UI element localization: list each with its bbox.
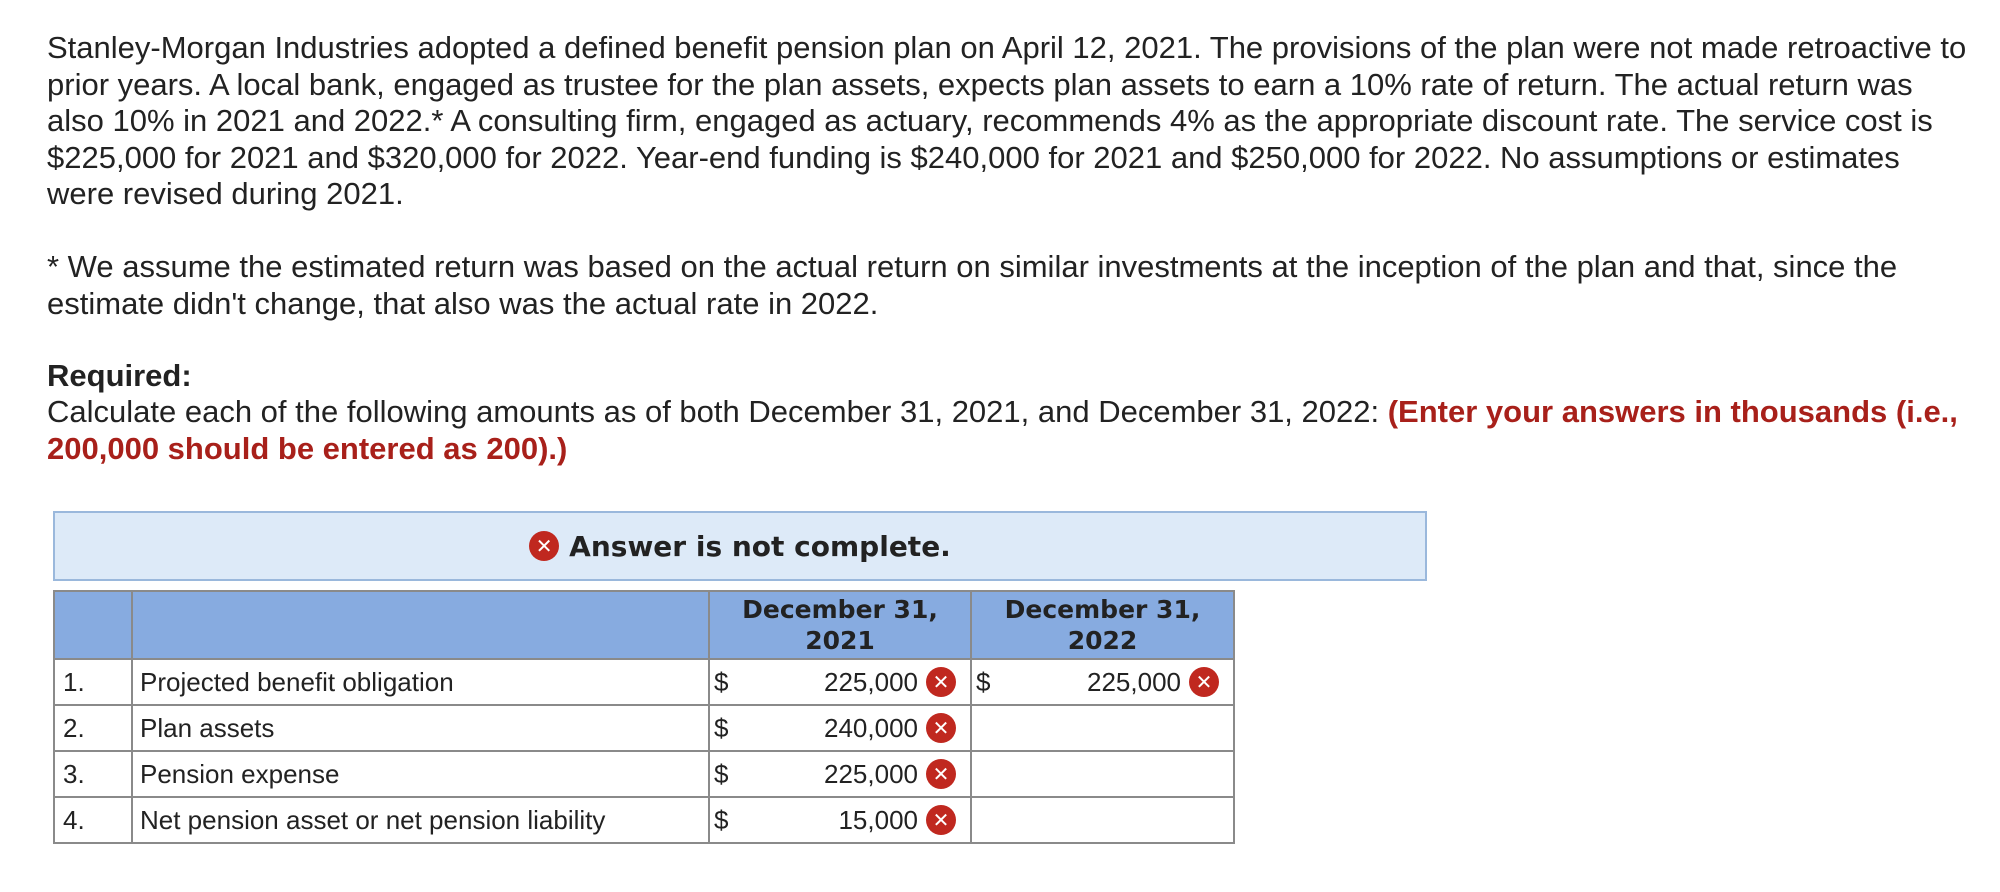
answer-cell-2022[interactable] <box>971 705 1234 751</box>
required-heading: Required: <box>47 358 192 393</box>
answer-cell-2021[interactable] <box>709 705 971 751</box>
header-blank <box>132 591 709 659</box>
answer-input-value[interactable]: 225,000 <box>824 667 918 697</box>
answer-status-text: Answer is not complete. <box>569 529 951 563</box>
row-number: 4. <box>54 797 132 843</box>
answer-cell-2021[interactable] <box>709 751 971 797</box>
row-label: Plan assets <box>132 705 709 751</box>
dollar-sign: $ <box>714 667 729 697</box>
answer-input-value[interactable]: 225,000 <box>1087 667 1181 697</box>
table-header-row <box>54 591 1234 659</box>
required-instruction: (Enter your answers in thousands (i.e., 200,000 should be entered as 200).) <box>47 394 1958 466</box>
incorrect-icon: ✕ <box>926 759 956 789</box>
row-number: 3. <box>54 751 132 797</box>
answer-cell-2022[interactable] <box>971 797 1234 843</box>
dollar-sign: $ <box>976 667 991 697</box>
answer-table <box>53 590 1235 844</box>
required-text <box>47 394 1967 467</box>
row-number: 1. <box>54 659 132 705</box>
incorrect-icon: ✕ <box>926 713 956 743</box>
dollar-sign: $ <box>714 759 729 789</box>
incorrect-icon: ✕ <box>926 805 956 835</box>
x-circle-icon: ✕ <box>529 531 559 561</box>
answer-input-value[interactable]: 15,000 <box>838 805 918 835</box>
table-row <box>54 751 1234 797</box>
row-label: Pension expense <box>132 751 709 797</box>
answer-input-value[interactable]: 240,000 <box>824 713 918 743</box>
answer-cell-2021[interactable] <box>709 797 971 843</box>
dollar-sign: $ <box>714 713 729 743</box>
table-row <box>54 705 1234 751</box>
table-row <box>54 797 1234 843</box>
header-dec-2021: December 31, 2021 <box>709 591 971 659</box>
footnote: * We assume the estimated return was based on the actual return on similar investments at the inception of the plan and that, since the estimate didn't change, that also was the actual rate in 2022. <box>47 249 1898 321</box>
header-blank <box>54 591 132 659</box>
row-label: Projected benefit obligation <box>132 659 709 705</box>
answer-cell-2022[interactable] <box>971 751 1234 797</box>
table-row <box>54 659 1234 705</box>
incorrect-icon: ✕ <box>926 667 956 697</box>
answer-cell-2021[interactable] <box>709 659 971 705</box>
answer-cell-2022[interactable] <box>971 659 1234 705</box>
dollar-sign: $ <box>714 805 729 835</box>
row-number: 2. <box>54 705 132 751</box>
answer-input-value[interactable]: 225,000 <box>824 759 918 789</box>
answer-status-banner <box>53 511 1427 581</box>
required-question: Calculate each of the following amounts as of both December 31, 2021, and December 31, 2022: <box>47 394 1388 429</box>
row-label: Net pension asset or net pension liability <box>132 797 709 843</box>
problem-statement: Stanley-Morgan Industries adopted a defined benefit pension plan on April 12, 2021. The provisions of the plan were not made retroactive to prior years. A local bank, engaged as trustee for the plan assets, expects plan assets to earn a 10% rate of return. The actual return was also 10% in 2021 and 2022.* A consulting firm, engaged as actuary, recommends 4% as the appropriate discount rate. The service cost is $225,000 for 2021 and $320,000 for 2022. Year-end funding is $240,000 for 2021 and $250,000 for 2022. No assumptions or estimates were revised during 2021. <box>47 30 1967 211</box>
header-dec-2022: December 31, 2022 <box>971 591 1234 659</box>
incorrect-icon: ✕ <box>1189 667 1219 697</box>
